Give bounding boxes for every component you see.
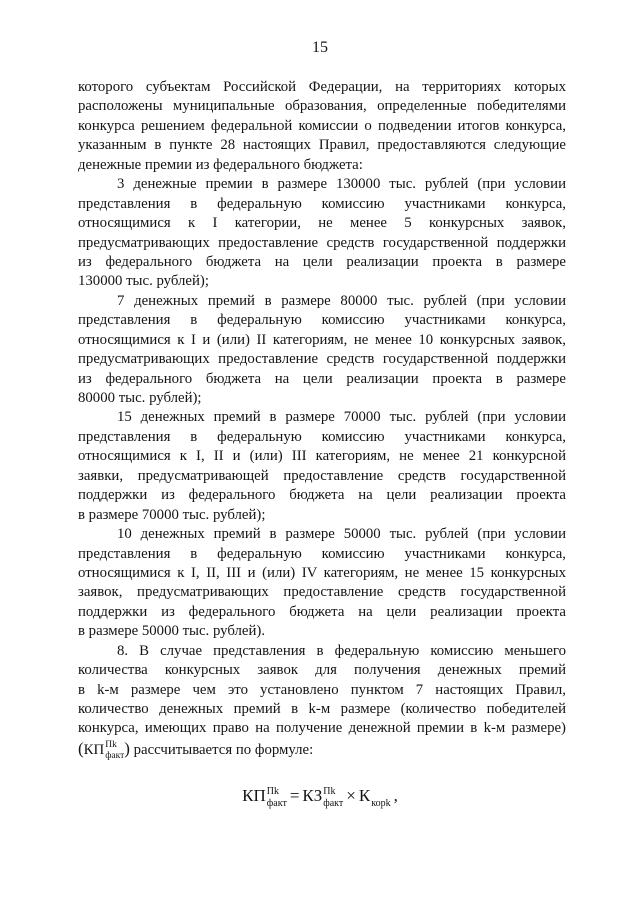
- symbol-subscript: факт: [266, 798, 287, 809]
- text-line: заявки, предусматривающей предоставление средств государственной: [78, 467, 566, 484]
- text-line: поддержки из федерального бюджета на цели реализации проекта: [78, 487, 566, 504]
- paragraph-prize-80000: [78, 292, 566, 409]
- text-line: 130000 тыс. рублей);: [78, 273, 209, 290]
- symbol-scripts: [267, 786, 287, 810]
- formula-lhs-kp-fact: [242, 786, 287, 809]
- text-line-with-symbol: [78, 739, 566, 762]
- open-paren: (: [78, 738, 84, 758]
- text-line: в размере 70000 тыс. рублей);: [78, 506, 266, 523]
- symbol-scripts: [371, 786, 390, 810]
- symbol-scripts: [323, 786, 343, 810]
- text-line: денежные премии из федерального бюджета:: [78, 156, 363, 173]
- paragraph-prize-130000: [78, 175, 566, 292]
- text-line: представления в федеральную комиссию участниками конкурса,: [78, 428, 566, 445]
- equals-sign: =: [289, 786, 300, 805]
- text-line: заявок, предусматривающих предоставление средств государственной: [78, 584, 566, 601]
- symbol-base: КЗ: [302, 786, 323, 805]
- text-line: из федерального бюджета на цели реализации проекта в размере: [78, 253, 566, 270]
- text-line: предусматривающих предоставление средств государственной поддержки: [78, 351, 566, 368]
- text-line: относящимися к I, II и (или) III категориям, не менее 21 конкурсной: [78, 448, 566, 465]
- text-line: представления в федеральную комиссию участниками конкурса,: [78, 312, 566, 329]
- paragraph-continued: [78, 78, 566, 175]
- text-line: поддержки из федерального бюджета на цели реализации проекта: [78, 603, 566, 620]
- line-text: рассчитывается по формуле:: [129, 741, 314, 758]
- paragraph-prize-50000: [78, 525, 566, 642]
- text-line: представления в федеральную комиссию участниками конкурса,: [78, 545, 566, 562]
- symbol-superscript: Пk: [323, 786, 336, 797]
- text-line: расположены муниципальные образования, определенные победителями: [78, 98, 566, 115]
- close-paren: ): [124, 738, 130, 758]
- symbol-base: К: [358, 786, 371, 805]
- symbol-superscript: [371, 786, 390, 798]
- text-line: представления в федеральную комиссию участниками конкурса,: [78, 195, 566, 212]
- text-line: 10 денежных премий в размере 50000 тыс. рублей (при условии: [117, 526, 566, 543]
- paragraph-clause-8: [78, 642, 566, 762]
- text-line: в k-м размере чем это установлено пунктом 7 настоящих Правил,: [78, 681, 566, 698]
- text-line: 3 денежные премии в размере 130000 тыс. рублей (при условии: [117, 176, 566, 193]
- times-sign: ×: [346, 786, 356, 805]
- formula: [0, 784, 640, 810]
- text-line: 80000 тыс. рублей);: [78, 390, 202, 406]
- formula-factor-k-kor: [358, 786, 391, 809]
- text-line: из федерального бюджета на цели реализации проекта в размере: [78, 370, 566, 387]
- document-body: [78, 78, 566, 762]
- text-line: количество денежных премий в k-м размере (количество победителей: [78, 701, 566, 717]
- page-number: 15: [312, 39, 328, 56]
- symbol-base: КП: [242, 786, 266, 805]
- formula-factor-kz-fact: [302, 786, 344, 809]
- text-line: относящимися к I и (или) II категориям, не менее 10 конкурсных заявок,: [78, 331, 566, 348]
- text-line: предусматривающих предоставление средств государственной поддержки: [78, 234, 566, 251]
- symbol-subscript: факт: [323, 798, 344, 809]
- text-line: конкурса решением федеральной комиссии о подведении итогов конкурса,: [78, 117, 566, 134]
- text-line: 8. В случае представления в федеральную комиссию меньшего: [117, 642, 566, 659]
- text-line: относящимися к I категории, не менее 5 конкурсных заявок,: [78, 215, 566, 232]
- symbol-superscript: Пk: [105, 739, 117, 750]
- symbol-scripts: [105, 740, 124, 762]
- text-line: 15 денежных премий в размере 70000 тыс. рублей (при условии: [117, 409, 566, 426]
- symbol-subscript: корk: [371, 798, 391, 809]
- symbol-subscript: факт: [105, 750, 125, 761]
- symbol-base: КП: [83, 741, 105, 758]
- text-line: которого субъектам Российской Федерации, на территориях которых: [78, 79, 566, 95]
- text-line: конкурса, имеющих право на получение денежной премии в k-м размере): [78, 720, 566, 737]
- text-line: относящимися к I, II, III и (или) IV категориям, не менее 15 конкурсных: [78, 564, 566, 581]
- text-line: 7 денежных премий в размере 80000 тыс. рублей (при условии: [117, 292, 566, 309]
- symbol-superscript: Пk: [266, 786, 280, 797]
- formula-trailing-comma: ,: [393, 786, 398, 805]
- text-line: указанным в пункте 28 настоящих Правил, предоставляются следующие: [78, 137, 566, 154]
- inline-symbol-kp-fact: [83, 739, 125, 761]
- text-line: количества конкурсных заявок для получения денежных премий: [78, 662, 566, 679]
- paragraph-prize-70000: [78, 408, 566, 525]
- text-line: в размере 50000 тыс. рублей).: [78, 623, 266, 640]
